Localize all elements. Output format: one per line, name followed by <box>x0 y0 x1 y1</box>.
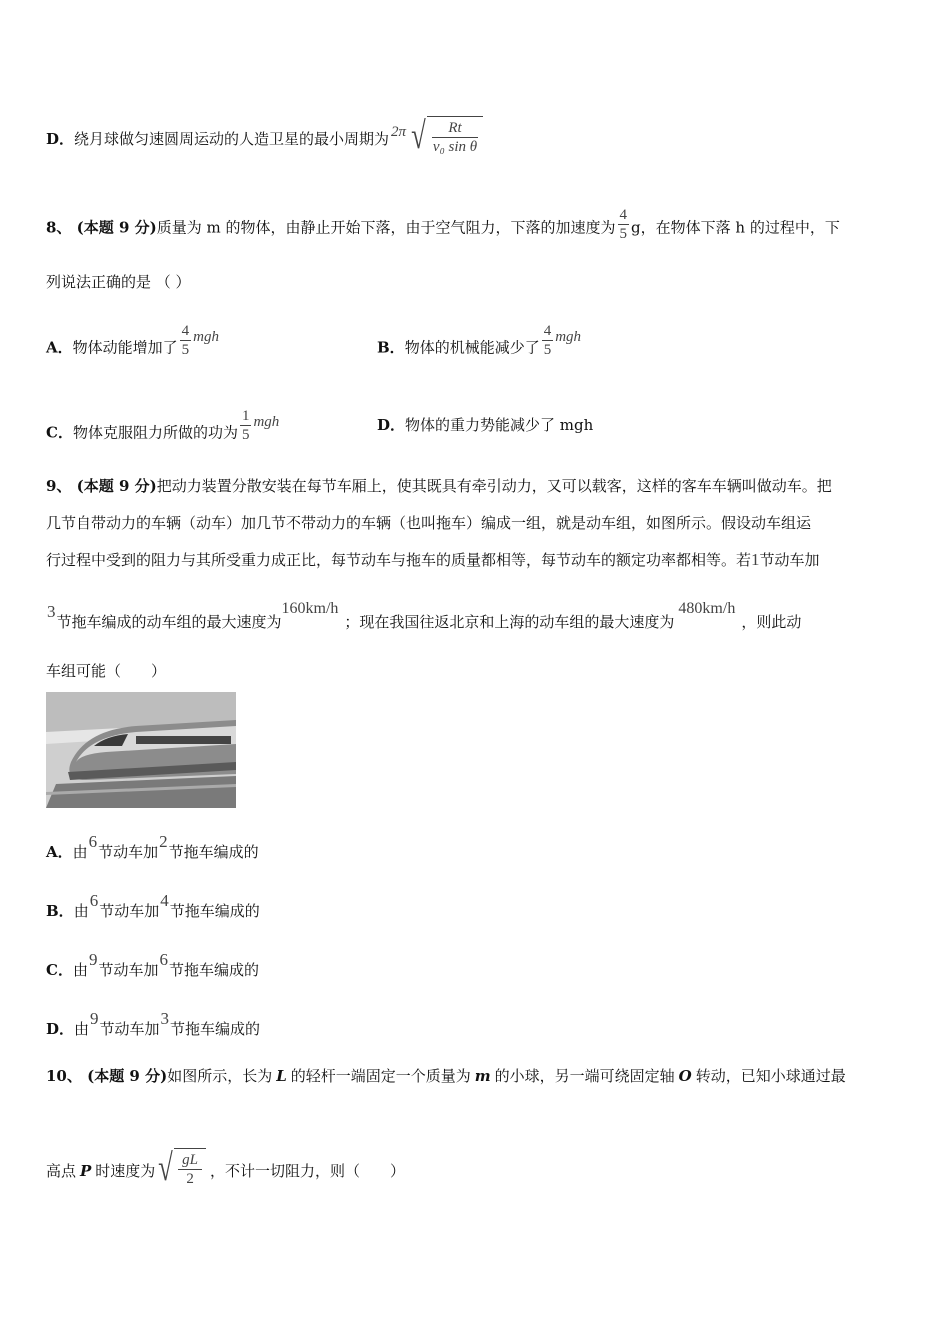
numerator: 4 <box>181 323 190 339</box>
numerator: 4 <box>543 323 552 339</box>
stem-text: 行过程中受到的阻力与其所受重力成正比，每节动车与拖车的质量都相等，每节动车的额定功率都相等。若 <box>46 551 752 569</box>
fraction <box>178 1151 202 1188</box>
variable: O <box>678 1067 692 1085</box>
stem-text: 节拖车编成的动车组的最大速度为 <box>56 613 282 631</box>
number: 9 <box>90 1009 99 1028</box>
denominator: 5 <box>543 342 552 358</box>
radical-sign-icon: √ <box>411 115 426 157</box>
option-text: 节动车加 <box>98 843 159 861</box>
q9-option-b <box>46 891 260 921</box>
option-text: 物体的重力势能减少了 mgh <box>405 416 594 434</box>
numerator: Rt <box>432 119 477 138</box>
variable: mgh <box>193 328 219 345</box>
train-icon <box>46 692 236 808</box>
denominator: v₀ sin θ <box>432 139 478 155</box>
option-text: 由 <box>74 1020 90 1038</box>
q9-stem-line-4 <box>46 600 802 633</box>
denominator: 2 <box>186 1171 194 1187</box>
variable: L <box>276 1067 287 1085</box>
denominator: 5 <box>619 226 628 242</box>
option-text: 节拖车编成的 <box>168 961 259 979</box>
option-text: 节动车加 <box>99 902 160 920</box>
stem-text: 时速度为 <box>95 1162 156 1180</box>
number: 1 <box>751 550 760 569</box>
q8-stem-line-1 <box>46 207 840 247</box>
option-text: 物体克服阻力所做的功为 <box>72 423 238 442</box>
option-label: A． <box>46 338 73 357</box>
speed-value: 160km/h <box>281 600 339 617</box>
stem-text: 列说法正确的是 （ ） <box>46 273 191 291</box>
q9-stem-line-5 <box>46 661 166 681</box>
stem-text: 高点 <box>46 1162 77 1180</box>
radical-sign-icon: √ <box>158 1147 174 1189</box>
speed-value: 480km/h <box>678 600 736 617</box>
stem-text: 的小球，另一端可绕固定轴 <box>494 1067 675 1085</box>
number: 9 <box>88 950 98 969</box>
option-text: 由 <box>72 961 88 979</box>
number: 4 <box>160 891 169 910</box>
q10-stem-line-1 <box>46 1066 846 1086</box>
option-text: 物体动能增加了 <box>72 338 178 357</box>
numerator: 1 <box>241 408 250 424</box>
question-number: 10、 (本题 9 分) <box>46 1067 168 1085</box>
option-label: C． <box>46 423 73 442</box>
stem-text: 的轻杆一端固定一个质量为 <box>290 1067 471 1085</box>
question-number: 8、 (本题 9 分) <box>46 218 157 237</box>
option-text: 节动车加 <box>99 1020 160 1038</box>
stem-text: g，在物体下落 h 的过程中，下 <box>631 218 840 237</box>
option-label: B． <box>46 902 74 920</box>
fraction <box>240 407 252 444</box>
q10-stem-line-2 <box>46 1147 406 1192</box>
number: 3 <box>160 1009 170 1028</box>
fraction <box>542 322 554 359</box>
option-text: 绕月球做匀速圆周运动的人造卫星的最小周期为 <box>74 130 390 148</box>
sqrt-expression <box>155 1148 206 1188</box>
option-label: D． <box>46 1020 75 1038</box>
stem-text: 如图所示，长为 <box>167 1067 273 1085</box>
option-label: C． <box>46 961 73 979</box>
stem-text: 把动力装置分散安装在每节车厢上，使其既具有牵引动力，又可以载客，这样的客车车辆叫做动车。把 <box>156 477 832 495</box>
option-text: 物体的机械能减少了 <box>404 338 540 357</box>
option-text: 节拖车编成的 <box>169 902 260 920</box>
stem-text: 节动车加 <box>759 551 820 569</box>
q8-option-d <box>377 415 593 435</box>
stem-text: 车组可能（ ） <box>46 662 167 680</box>
numerator: 4 <box>619 207 628 223</box>
accel-fraction <box>618 206 630 243</box>
option-text: 节拖车编成的 <box>170 1020 261 1038</box>
q9-option-a <box>46 832 259 862</box>
variable: m <box>474 1067 491 1085</box>
variable: mgh <box>253 413 280 430</box>
option-label: B． <box>377 338 405 357</box>
train-photo <box>46 692 236 808</box>
q8-option-b <box>377 323 582 367</box>
q8-option-a <box>46 323 219 367</box>
stem-text: 几节自带动力的车辆（动车）加几节不带动力的车辆（也叫拖车）编成一组，就是动车组，如图所示。假设动车组运 <box>46 514 812 532</box>
stem-text: ；现在我国往返北京和上海的动车组的最大速度为 <box>344 613 675 631</box>
variable: P <box>80 1162 92 1180</box>
stem-text: 转动，已知小球通过最 <box>695 1067 846 1085</box>
option-label: D． <box>46 130 75 148</box>
denominator: 5 <box>181 342 190 358</box>
option-label: A． <box>46 843 73 861</box>
q9-stem-line-1 <box>46 476 832 496</box>
variable: mgh <box>555 328 582 345</box>
numerator: gL <box>178 1151 202 1170</box>
q8-stem-line-2 <box>46 272 191 292</box>
stem-text: ，不计一切阻力，则（ ） <box>210 1162 406 1180</box>
option-text: 节拖车编成的 <box>168 843 259 861</box>
option-text: 由 <box>73 902 89 920</box>
stem-text: ，则此动 <box>741 613 802 631</box>
fraction <box>431 119 479 156</box>
fraction <box>180 322 192 359</box>
coefficient: 2π <box>391 124 407 140</box>
q8-option-c <box>46 408 280 452</box>
denominator: 5 <box>241 427 250 443</box>
q9-stem-line-2 <box>46 513 811 533</box>
option-text: 节动车加 <box>98 961 159 979</box>
sqrt-expression <box>408 116 483 156</box>
q9-option-c <box>46 950 259 980</box>
number: 6 <box>89 891 99 910</box>
option-label: D． <box>377 416 406 434</box>
q9-option-d <box>46 1009 261 1039</box>
number: 6 <box>159 950 168 969</box>
question-number: 9、 (本题 9 分) <box>46 477 157 495</box>
number: 3 <box>47 602 56 621</box>
option-text: 由 <box>72 843 88 861</box>
number: 2 <box>159 832 168 851</box>
q7-option-d <box>46 115 483 160</box>
stem-text: 质量为 m 的物体，由静止开始下落，由于空气阻力，下落的加速度为 <box>156 218 616 237</box>
number: 6 <box>88 832 98 851</box>
q9-stem-line-3 <box>46 550 820 570</box>
